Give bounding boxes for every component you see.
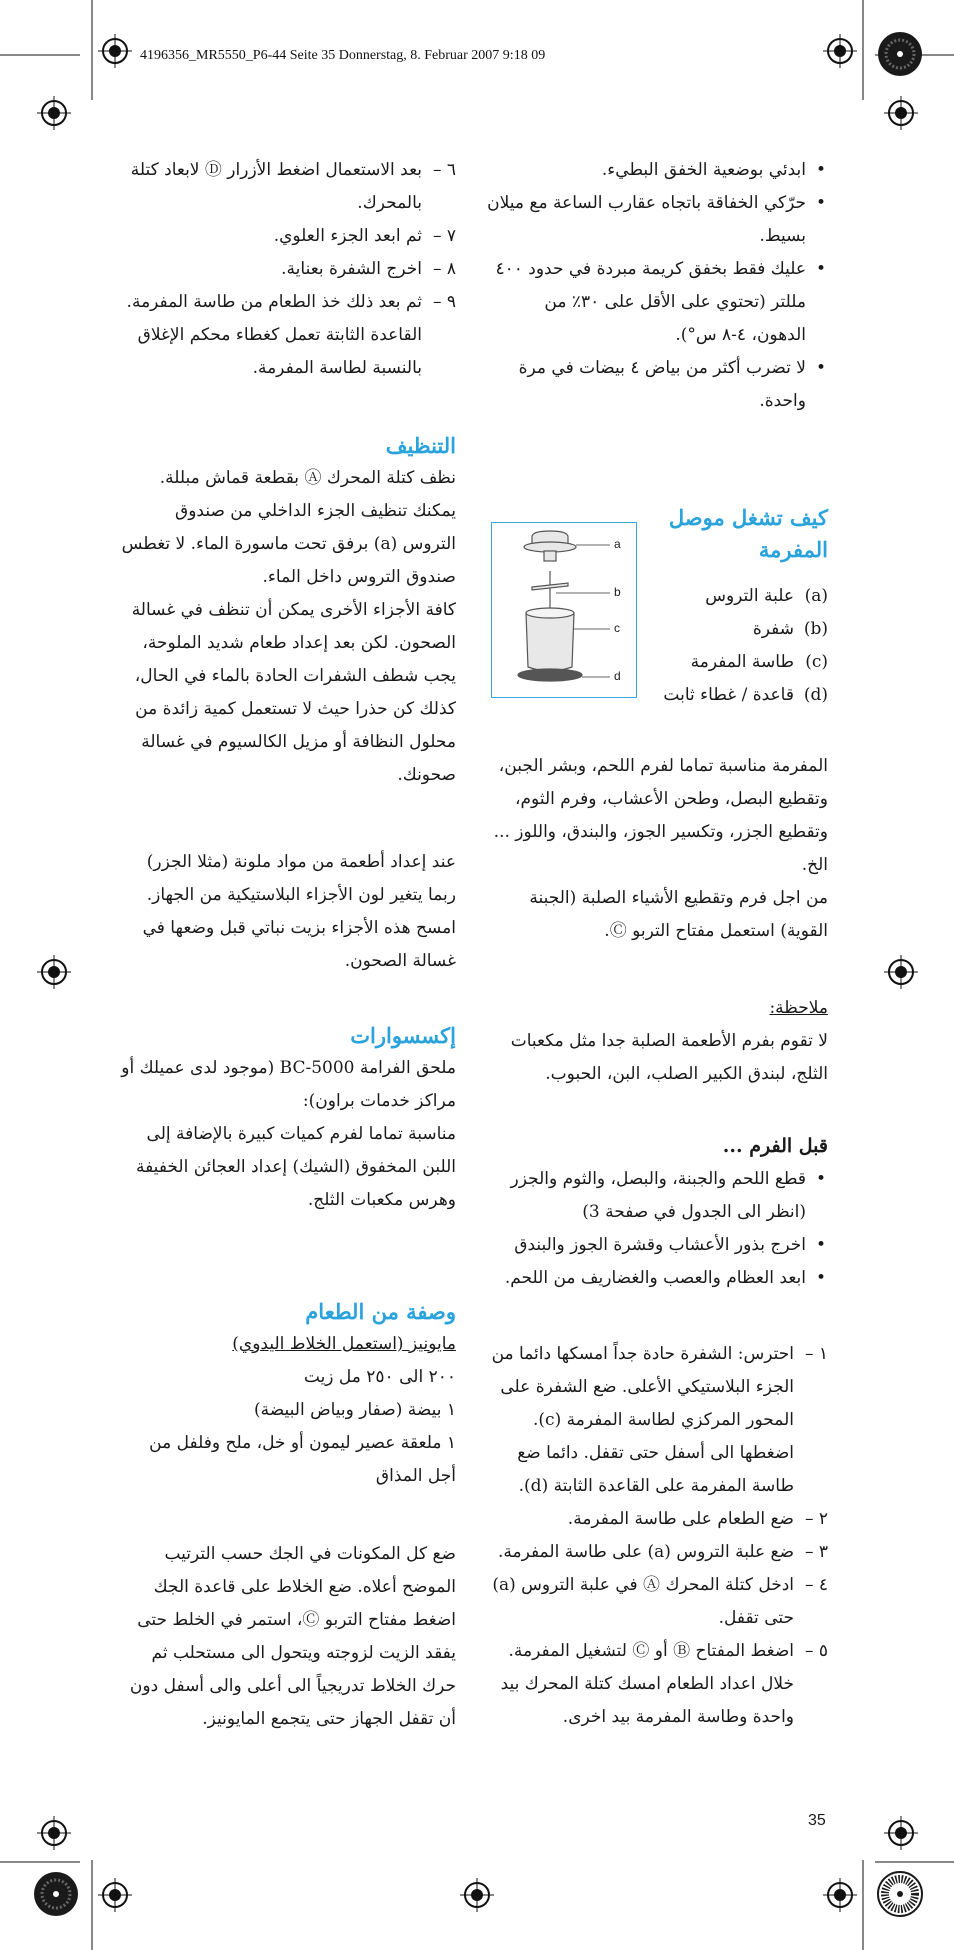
part-id: (a)	[804, 586, 828, 606]
list-item	[638, 613, 828, 646]
recipe-method-block	[118, 1538, 456, 1736]
list-item	[118, 220, 456, 253]
list-item	[118, 253, 456, 286]
step-text: اخرج الشفرة بعناية.	[281, 259, 422, 279]
part-id: (d)	[803, 685, 828, 705]
registration-target-icon	[460, 1878, 494, 1912]
note-title: ملاحظة:	[769, 998, 828, 1018]
step-text: ادخل كتلة المحرك Ⓐ في علبة التروس (a) حتى تقفل.	[492, 1575, 794, 1628]
list-item	[118, 154, 456, 220]
illustration-label-d: d	[614, 669, 621, 683]
step-text: ثم بعد ذلك خذ الطعام من طاسة المفرمة. القاعدة الثابتة تعمل كغطاء محكم الإغلاق بالنسبة لطاسة المفرمة.	[126, 292, 422, 378]
note-text: لا تقوم بفرم الأطعمة الصلبة جدا مثل مكعبات الثلج، لبندق الكبير الصلب، البن، الحبوب.	[510, 1031, 828, 1084]
step-text: بعد الاستعمال اضغط الأزرار Ⓓ لابعاد كتلة بالمحرك.	[130, 160, 422, 213]
step-number: ٧ –	[432, 226, 456, 246]
list-item	[638, 580, 828, 613]
paragraph: ضع كل المكونات في الجك حسب الترتيب الموضح أعلاه. ضع الخلاط على قاعدة الجك اضغط مفتاح التربو Ⓒ، استمر في الخلط حتى يفقد الزيت لزوجته ويتحول الى مستحلب ثم حرك الخلاط تدريجياً الى أعلى والى أسفل دون أن تقفل الجهاز حتى يتجمع المايونيز.	[129, 1544, 456, 1729]
step-number: ٨ –	[432, 259, 456, 279]
list-item: • ابدئي بوضعية الخفق البطيء.	[486, 154, 828, 187]
registration-target-icon	[98, 1878, 132, 1912]
section-title-cleaning: التنظيف	[385, 433, 456, 458]
part-id: (b)	[803, 619, 828, 639]
list-item: • عليك فقط بخفق كريمة مبردة في حدود ٤٠٠ مللتر (تحتوي على الأقل على ٣٠٪ من الدهون، ٤-٨ س°).	[486, 253, 828, 352]
whip-bullets-block	[486, 154, 828, 418]
recipe-subtitle: مايونيز (استعمل الخلاط اليدوي)	[232, 1334, 456, 1354]
whip-bullet-list	[486, 154, 828, 418]
step-text: ثم ابعد الجزء العلوي.	[273, 226, 422, 246]
list-item	[638, 679, 828, 712]
steps-block	[486, 1338, 828, 1734]
starburst-mark-icon	[876, 30, 924, 78]
registration-target-icon	[37, 1816, 71, 1850]
paragraph: كافة الأجزاء الأخرى يمكن أن تنظف في غسالة الصحون. لكن بعد إعداد طعام شديد الملوحة، يجب شطف الشفرات الحادة بالماء في الحال، كذلك كن حذرا حيث لا تستعمل كمية زائدة من محلول النظافة أو مزيل الكالسيوم في غسالة صحونك.	[131, 600, 456, 785]
registration-target-icon	[884, 1816, 918, 1850]
step-number: ٩ –	[432, 292, 456, 312]
part-label: علبة التروس	[705, 586, 794, 606]
step-number: ٢ –	[804, 1509, 828, 1529]
section-title-accessories: إكسسوارات	[350, 1023, 456, 1048]
list-item: • اخرج بذور الأعشاب وقشرة الجوز والبندق	[486, 1229, 828, 1262]
starburst-mark-icon	[32, 1870, 80, 1918]
list-item	[638, 646, 828, 679]
registration-target-icon	[37, 96, 71, 130]
section-title-before: قبل الفرم ...	[722, 1135, 828, 1157]
list-item	[486, 1635, 828, 1734]
step-number: ٤ –	[804, 1575, 828, 1595]
before-block	[486, 1130, 828, 1295]
paragraph: نظف كتلة المحرك Ⓐ بقطعة قماش مبللة. يمكنك تنظيف الجزء الداخلي من صندوق التروس (a) برفق تحت ماسورة الماء. لا تغطس صندوق التروس داخل الماء.	[121, 468, 456, 587]
registration-target-icon	[37, 955, 71, 989]
list-item: • قطع اللحم والجبنة، والبصل، والثوم والجزر (انظر الى الجدول في صفحة 3)	[486, 1163, 828, 1229]
step-number: ٥ –	[804, 1641, 828, 1661]
step-text: ضع علبة التروس (a) على طاسة المفرمة.	[497, 1542, 794, 1562]
page-number: 35	[808, 1812, 826, 1829]
step-text: احترس: الشفرة حادة جداً امسكها دائما من الجزء البلاستيكي الأعلى. ضع الشفرة على المحور المركزي لطاسة المفرمة (c). اضغطها الى أسفل حتى تقفل. دائما ضع طاسة المفرمة على القاعدة الثابتة (d).	[491, 1344, 794, 1496]
part-id: (c)	[805, 652, 828, 672]
registration-target-icon	[884, 96, 918, 130]
steps-list	[118, 154, 456, 385]
chopper-intro	[486, 750, 828, 948]
illustration-label-c: c	[614, 621, 620, 635]
paragraph: مناسبة تماما لفرم كميات كبيرة بالإضافة إلى اللبن المخفوق (الشيك) إعداد العجائن الخفيفة وهرس مكعبات الثلج.	[135, 1124, 456, 1210]
illustration-label-b: b	[614, 585, 621, 599]
cleaning-colour-block	[118, 846, 456, 978]
part-label: شفرة	[752, 619, 794, 639]
registration-target-icon	[823, 1878, 857, 1912]
step-number: ١ –	[804, 1344, 828, 1364]
paragraph: المفرمة مناسبة تماما لفرم اللحم، وبشر الجبن، وتقطيع البصل، وطحن الأعشاب، وفرم الثوم، وتقطيع الجزر، وتكسير الجوز، والبندق، واللوز ... الخ.	[493, 756, 828, 875]
step-text: ضع الطعام على طاسة المفرمة.	[567, 1509, 794, 1529]
chopper-illustration	[491, 522, 637, 698]
steps-continued-block	[118, 154, 456, 385]
part-label: قاعدة / غطاء ثابت	[663, 685, 794, 705]
accessories-block	[118, 1020, 456, 1217]
registration-target-icon	[98, 34, 132, 68]
ingredient: ٢٠٠ الى ٢٥٠ مل زيت	[303, 1367, 456, 1387]
list-item: • حرّكي الخفاقة باتجاه عقارب الساعة مع ميلان بسيط.	[486, 187, 828, 253]
paragraph: من اجل فرم وتقطيع الأشياء الصلبة (الجبنة القوية) استعمل مفتاح التربو Ⓒ.	[529, 888, 828, 941]
print-header: 4196356_MR5550_P6-44 Seite 35 Donnerstag, 8. Februar 2007 9:18 09	[140, 48, 546, 63]
recipe-block	[118, 1296, 456, 1493]
note-block	[486, 992, 828, 1091]
parts-block	[638, 580, 828, 712]
registration-target-icon	[823, 34, 857, 68]
before-bullet-list	[486, 1163, 828, 1295]
step-text: اضغط المفتاح Ⓑ أو Ⓒ لتشغيل المفرمة. خلال اعداد الطعام امسك كتلة المحرك بيد واحدة وطاسة المفرمة بيد اخرى.	[500, 1641, 794, 1727]
part-label: طاسة المفرمة	[690, 652, 794, 672]
list-item	[118, 286, 456, 385]
list-item	[486, 1338, 828, 1503]
paragraph: عند إعداد أطعمة من مواد ملونة (مثلا الجزر) ربما يتغير لون الأجزاء البلاستيكية من الجهاز. امسح هذه الأجزاء بزيت نباتي قبل وضعها في غسالة الصحون.	[142, 852, 456, 971]
parts-list	[638, 580, 828, 712]
ingredient: ١ ملعقة عصير ليمون أو خل، ملح وفلفل من أجل المذاق	[149, 1433, 456, 1486]
list-item	[486, 1536, 828, 1569]
steps-list	[486, 1338, 828, 1734]
starburst-mark-icon	[876, 1870, 924, 1918]
list-item: • ابعد العظام والعصب والغضاريف من اللحم.	[486, 1262, 828, 1295]
paragraph: ملحق الفرامة BC-5000 (موجود لدى عميلك أو مراكز خدمات براون):	[121, 1058, 456, 1111]
illustration-label-a: a	[614, 537, 621, 551]
registration-target-icon	[884, 955, 918, 989]
cleaning-block	[118, 430, 456, 792]
ingredient: ١ بيضة (صفار وبياض البيضة)	[254, 1400, 456, 1420]
step-number: ٣ –	[804, 1542, 828, 1562]
section-title-recipe: وصفة من الطعام	[305, 1299, 456, 1324]
list-item	[486, 1503, 828, 1536]
section-title-chopper: كيف تشغل موصل المفرمة	[668, 505, 828, 562]
list-item: • لا تضرب أكثر من بياض ٤ بيضات في مرة واحدة.	[486, 352, 828, 418]
step-number: ٦ –	[432, 160, 456, 180]
list-item	[486, 1569, 828, 1635]
